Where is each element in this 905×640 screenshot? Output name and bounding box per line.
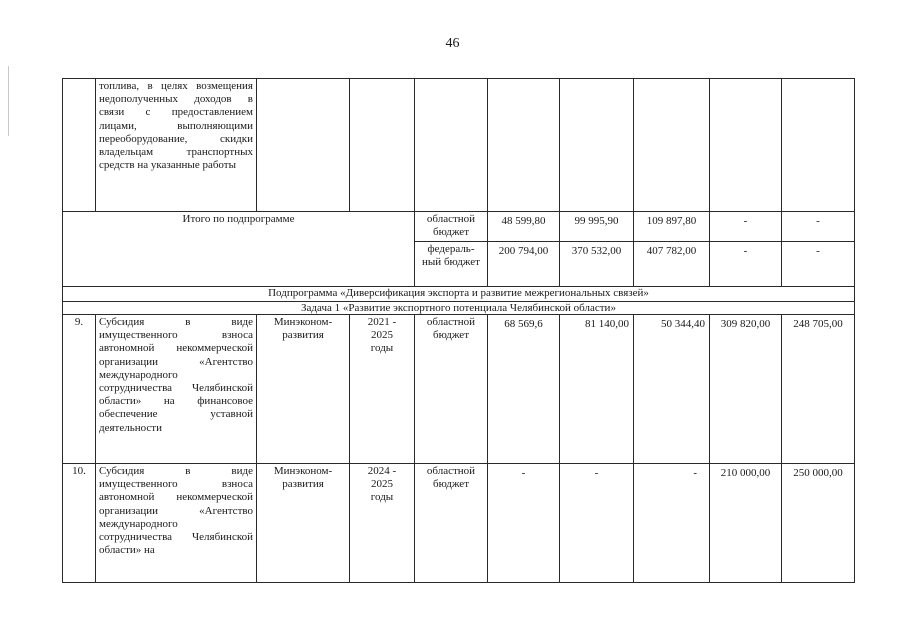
table-cell-num-empty [62, 78, 96, 212]
task-title: Задача 1 «Развитие экспортного потенциала Челябинской области» [301, 302, 616, 314]
table-cell-period-empty [349, 78, 415, 212]
table-cell-v3-empty [633, 78, 710, 212]
federal-v1-cell [487, 241, 560, 287]
row9-v4: 309 820,00 [720, 318, 771, 330]
row9-num: 9. [74, 316, 84, 328]
subtotal-v5: - [816, 215, 820, 227]
row9-v2: 81 140,00 [585, 318, 629, 330]
federal-v5-cell [781, 241, 855, 287]
row9-period-cell [349, 314, 415, 464]
subtotal-v2: 99 995,90 [574, 215, 619, 227]
subprogram-title: Подпрограмма «Диверсификация экспорта и развитие межрегиональных связей» [268, 287, 649, 299]
federal-v4-cell [709, 241, 782, 287]
task-banner [62, 301, 855, 315]
row10-period-cell [349, 463, 415, 583]
row10-v2: - [594, 467, 599, 479]
federal-v5: - [816, 245, 820, 257]
subtotal-v3: 109 897,80 [646, 215, 697, 227]
federal-v2: 370 532,00 [571, 245, 622, 257]
row10-v5-cell [781, 463, 855, 583]
row9-source: областной бюджет [426, 316, 476, 342]
row9-description-cell [95, 314, 257, 464]
subtotal-source: областной бюджет [426, 213, 476, 239]
row10-v2-cell [559, 463, 634, 583]
subtotal-label-cell [62, 211, 415, 287]
row10-executor-cell [256, 463, 350, 583]
subtotal-v2-cell [559, 211, 634, 242]
subtotal-v1: 48 599,80 [501, 215, 546, 227]
row9-description: Субсидия в виде имущественного взноса автономной некоммерческой организации «Агентство международного сотрудничества Челябинской области» на финансовое обеспечение уставной деятельности [99, 316, 253, 434]
subtotal-v1-cell [487, 211, 560, 242]
subtotal-v3-cell [633, 211, 710, 242]
federal-v4: - [743, 245, 748, 257]
row9-v5-cell [781, 314, 855, 464]
row9-v1-cell [487, 314, 560, 464]
table-cell-source-empty [414, 78, 488, 212]
row9-num-cell [62, 314, 96, 464]
subtotal-v4: - [743, 215, 748, 227]
row9-v3: 50 344,40 [661, 318, 705, 330]
row9-v1: 68 569,6 [504, 318, 543, 330]
table-cell-v1-empty [487, 78, 560, 212]
federal-source: федераль-ный бюджет [422, 243, 480, 269]
row10-num: 10. [72, 465, 86, 477]
row10-source-cell [414, 463, 488, 583]
table-cell-executor-empty [256, 78, 350, 212]
row9-v2-cell [559, 314, 634, 464]
row9-v5: 248 705,00 [793, 318, 843, 330]
federal-v1: 200 794,00 [498, 245, 549, 257]
row10-v1: - [521, 467, 526, 479]
table-cell-v5-empty [781, 78, 855, 212]
subtotal-v4-cell [709, 211, 782, 242]
federal-v3-cell [633, 241, 710, 287]
row9-executor-cell [256, 314, 350, 464]
table-cell-description [95, 78, 257, 212]
row10-v4: 210 000,00 [720, 467, 771, 479]
row10-v5: 250 000,00 [793, 467, 843, 479]
table-cell-v2-empty [559, 78, 634, 212]
row9-v4-cell [709, 314, 782, 464]
table-cell-v4-empty [709, 78, 782, 212]
row10-num-cell [62, 463, 96, 583]
row10-executor: Минэконом-развития [273, 465, 333, 491]
federal-v2-cell [559, 241, 634, 287]
subtotal-label: Итого по подпрограмме [182, 213, 295, 225]
row10-description: Субсидия в виде имущественного взноса автономной некоммерческой организации «Агентство международного сотрудничества Челябинской области» на [99, 465, 253, 557]
row10-v1-cell [487, 463, 560, 583]
subtotal-source-cell [414, 211, 488, 242]
row9-period: 2021 - 2025 годы [367, 316, 397, 355]
row9-source-cell [414, 314, 488, 464]
federal-source-cell [414, 241, 488, 287]
row10-source: областной бюджет [426, 465, 476, 491]
row10-v4-cell [709, 463, 782, 583]
row10-v3-cell [633, 463, 710, 583]
row10-description-cell [95, 463, 257, 583]
row10-period: 2024 - 2025 годы [367, 465, 397, 504]
subtotal-v5-cell [781, 211, 855, 242]
subprogram-banner [62, 286, 855, 302]
row9-executor: Минэконом-развития [273, 316, 333, 342]
row10-v3: - [693, 467, 697, 479]
page-number: 46 [445, 36, 460, 51]
row9-v3-cell [633, 314, 710, 464]
federal-v3: 407 782,00 [646, 245, 697, 257]
continued-description: топлива, в целях возмещения недополученных доходов в связи с предоставлением лицами, выполняющими переоборудование, скидки владельцам транспортных средств на указанные работы [99, 80, 253, 172]
